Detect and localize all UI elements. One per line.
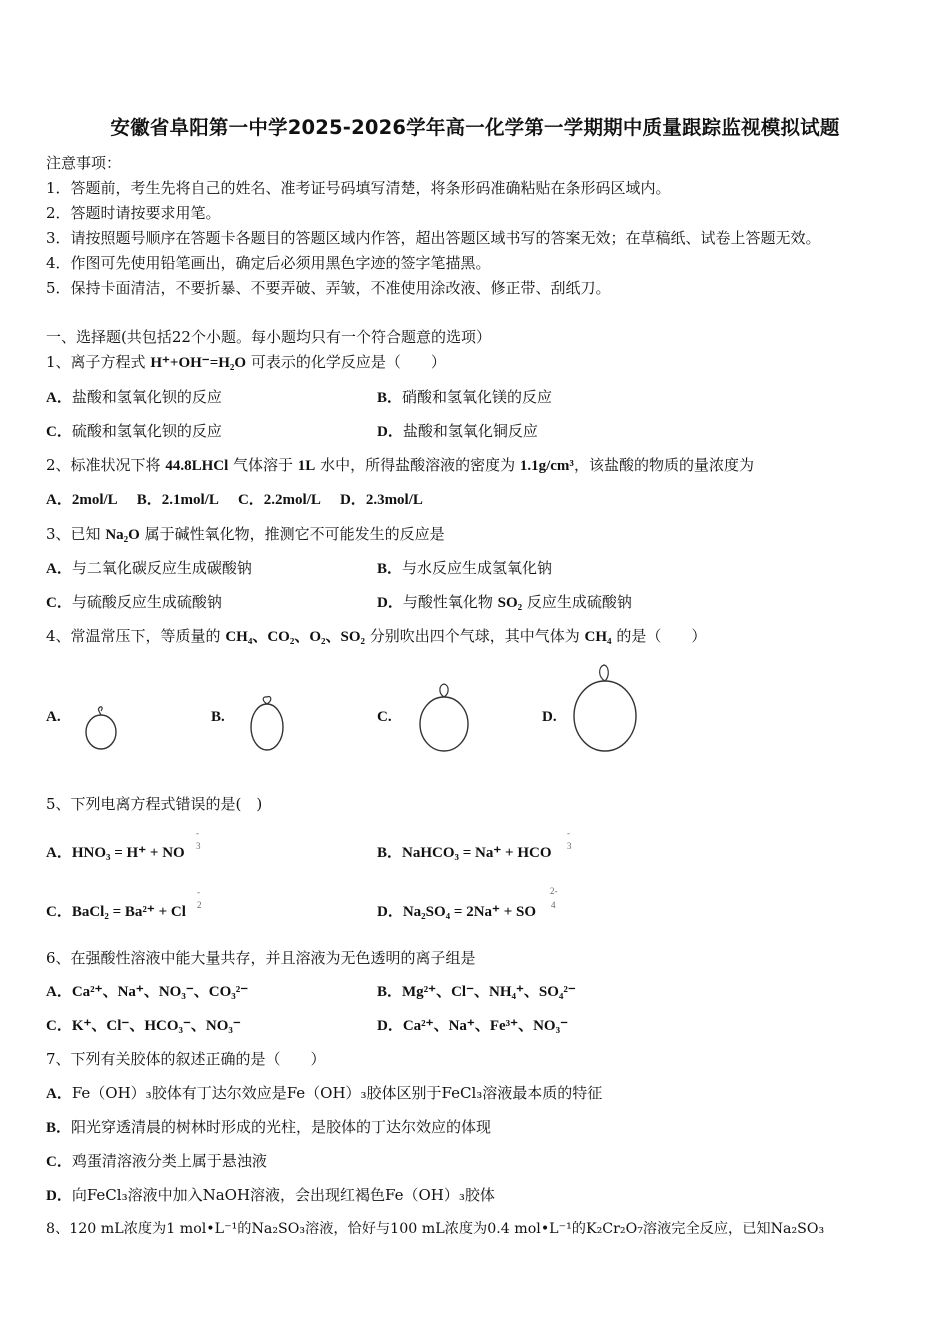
ion-charge: - xyxy=(196,828,199,838)
q3-text: 3、已知 xyxy=(46,525,106,543)
q2-option-c[interactable] xyxy=(238,490,321,508)
option-label: B． xyxy=(377,561,403,577)
q3-option-a[interactable] xyxy=(46,557,252,578)
q4-chem: CH₄ xyxy=(584,629,612,645)
q4-option-a-label[interactable]: A. xyxy=(46,709,61,725)
notice-item: 4．作图可先使用铅笔画出，确定后必须用黑色字迹的签字笔描黑。 xyxy=(46,254,491,272)
balloon-d-icon[interactable] xyxy=(567,662,643,754)
option-label: C． xyxy=(46,1018,72,1034)
option-label: B． xyxy=(377,390,403,406)
question-8-stem: 8、120 mL浓度为1 mol•L⁻¹的Na₂SO₃溶液，恰好与100 mL浓度为0.4 mol•L⁻¹的K₂Cr₂O₇溶液完全反应，已知Na₂SO₃ xyxy=(46,1221,825,1237)
q1-option-b[interactable] xyxy=(377,386,552,407)
balloon-b-icon[interactable] xyxy=(245,692,289,754)
balloon-c-icon[interactable] xyxy=(415,678,473,754)
q2-option-d[interactable] xyxy=(340,490,423,508)
q5-option-a[interactable] xyxy=(46,841,185,862)
option-text: 反应生成硫酸钠 xyxy=(522,593,632,611)
option-equation: NaHCO₃ = Na⁺ + HCO xyxy=(402,845,552,861)
option-label: A． xyxy=(46,390,72,406)
q5-option-c[interactable] xyxy=(46,900,186,921)
q4-option-c-label[interactable]: C. xyxy=(377,709,392,725)
q2-chem: 1L xyxy=(297,458,316,474)
q1-suffix: 可表示的化学反应是（ ） xyxy=(246,353,446,371)
q2-chem: 44.8LHCl xyxy=(165,458,229,474)
q2-text: ，该盐酸的物质的量浓度为 xyxy=(573,456,754,474)
q4-chem: CH₄、CO₂、O₂、SO₂ xyxy=(225,629,365,645)
q3-option-d[interactable] xyxy=(377,591,632,612)
option-label: D． xyxy=(377,904,403,920)
option-text: Mg²⁺、Cl⁻、NH₄⁺、SO₄²⁻ xyxy=(402,984,576,1000)
option-text: 硫酸和氢氧化钡的反应 xyxy=(71,422,222,440)
option-text: 阳光穿透清晨的树林时形成的光柱，是胶体的丁达尔效应的体现 xyxy=(71,1118,492,1136)
q6-option-c[interactable] xyxy=(46,1014,241,1035)
option-text: 鸡蛋清溶液分类上属于悬浊液 xyxy=(71,1152,267,1170)
ion-subscript: 3 xyxy=(567,841,572,851)
option-label: A． xyxy=(46,1086,72,1102)
option-label: C． xyxy=(46,904,72,920)
ion-subscript: 2 xyxy=(197,900,202,910)
q1-option-d[interactable] xyxy=(377,420,538,441)
option-text: Fe（OH）₃胶体有丁达尔效应是Fe（OH）₃胶体区别于FeCl₃溶液最本质的特征 xyxy=(71,1084,603,1102)
q7-option-b[interactable] xyxy=(46,1116,491,1137)
option-text: 向FeCl₃溶液中加入NaOH溶液，会出现红褐色Fe（OH）₃胶体 xyxy=(71,1186,495,1204)
option-text: 盐酸和氢氧化铜反应 xyxy=(402,422,538,440)
option-label: D． xyxy=(46,1188,72,1204)
q1-option-c[interactable] xyxy=(46,420,222,441)
q2-option-b[interactable] xyxy=(137,490,219,508)
option-label: B． xyxy=(377,984,403,1000)
q4-option-d-label[interactable]: D. xyxy=(542,709,557,725)
option-label: C． xyxy=(237,492,264,508)
ion-subscript: 3 xyxy=(196,841,201,851)
q2-text: 水中，所得盐酸溶液的密度为 xyxy=(315,456,520,474)
option-chem: SO₂ xyxy=(497,595,523,611)
option-label: A． xyxy=(46,984,72,1000)
option-text: 2.1mol/L xyxy=(161,492,219,508)
option-text: Ca²⁺、Na⁺、NO₃⁻、CO₃²⁻ xyxy=(71,984,249,1000)
question-3-stem xyxy=(46,523,445,544)
notice-item: 5．保持卡面清洁，不要折暴、不要弄破、弄皱，不准使用涂改液、修正带、刮纸刀。 xyxy=(46,279,611,297)
q2-options xyxy=(46,488,423,509)
option-text: 与水反应生成氢氧化钠 xyxy=(402,559,553,577)
option-equation: Na₂SO₄ = 2Na⁺ + SO xyxy=(402,904,537,920)
option-label: A． xyxy=(46,845,72,861)
page-title: 安徽省阜阳第一中学2025-2026学年高一化学第一学期期中质量跟踪监视模拟试题 xyxy=(110,116,840,139)
q4-text: 4、常温常压下，等质量的 xyxy=(46,627,226,645)
option-label: A． xyxy=(46,561,72,577)
q7-option-a[interactable] xyxy=(46,1082,602,1103)
ion-subscript: 4 xyxy=(551,900,556,910)
q3-option-b[interactable] xyxy=(377,557,552,578)
notice-item: 2．答题时请按要求用笔。 xyxy=(46,204,221,222)
q2-option-a[interactable] xyxy=(46,490,118,508)
option-label: C． xyxy=(46,595,72,611)
q2-text: 气体溶于 xyxy=(228,456,298,474)
option-equation: HNO₃ = H⁺ + NO xyxy=(71,845,185,861)
option-text: 2.3mol/L xyxy=(365,492,423,508)
option-text: K⁺、Cl⁻、HCO₃⁻、NO₃⁻ xyxy=(71,1018,241,1034)
ion-charge: - xyxy=(197,887,200,897)
option-text: 与二氧化碳反应生成碳酸钠 xyxy=(71,559,252,577)
question-2-stem xyxy=(46,454,754,475)
option-label: C． xyxy=(46,1154,72,1170)
option-label: D． xyxy=(339,492,366,508)
q7-option-c[interactable] xyxy=(46,1150,267,1171)
q2-chem: 1.1g/cm³ xyxy=(519,458,574,474)
notice-heading: 注意事项： xyxy=(46,154,122,172)
option-text: 2.2mol/L xyxy=(263,492,321,508)
option-text: 硝酸和氢氧化镁的反应 xyxy=(402,388,553,406)
option-label: C． xyxy=(46,424,72,440)
option-equation: BaCl₂ = Ba²⁺ + Cl xyxy=(71,904,186,920)
q1-prefix: 1、离子方程式 xyxy=(46,353,151,371)
q1-equation: H⁺+OH⁻=H₂O xyxy=(150,355,247,371)
q4-option-b-label[interactable]: B. xyxy=(211,709,225,725)
option-label: A． xyxy=(46,492,72,508)
balloon-a-icon[interactable] xyxy=(80,702,122,754)
question-5-stem: 5、下列电离方程式错误的是( ) xyxy=(46,795,263,813)
option-label: D． xyxy=(377,595,403,611)
q4-text: 的是（ ） xyxy=(611,627,707,645)
q5-option-b[interactable] xyxy=(377,841,552,862)
q4-text: 分别吹出四个气球，其中气体为 xyxy=(365,627,585,645)
option-label: B． xyxy=(46,1120,72,1136)
option-text: 盐酸和氢氧化钡的反应 xyxy=(71,388,222,406)
option-text: Ca²⁺、Na⁺、Fe³⁺、NO₃⁻ xyxy=(402,1018,568,1034)
q5-option-d[interactable] xyxy=(377,900,536,921)
question-4-stem xyxy=(46,625,706,646)
q1-option-a[interactable] xyxy=(46,386,222,407)
option-text: 与酸性氧化物 xyxy=(402,593,498,611)
section-heading: 一、选择题(共包括22个小题。每小题均只有一个符合题意的选项） xyxy=(46,328,491,346)
notice-item: 1．答题前，考生先将自己的姓名、准考证号码填写清楚，将条形码准确粘贴在条形码区域内。 xyxy=(46,179,671,197)
q6-option-a[interactable] xyxy=(46,980,248,1001)
q3-option-c[interactable] xyxy=(46,591,222,612)
notice-item: 3．请按照题号顺序在答题卡各题目的答题区域内作答，超出答题区域书写的答案无效；在草稿纸、试卷上答题无效。 xyxy=(46,229,821,247)
q6-option-d[interactable] xyxy=(377,1014,568,1035)
q7-option-d[interactable] xyxy=(46,1184,495,1205)
option-label: D． xyxy=(377,1018,403,1034)
option-label: B． xyxy=(136,492,162,508)
ion-charge: 2- xyxy=(550,886,558,896)
option-text: 与硫酸反应生成硫酸钠 xyxy=(71,593,222,611)
option-label: B． xyxy=(377,845,403,861)
q2-text: 2、标准状况下将 xyxy=(46,456,166,474)
option-label: D． xyxy=(377,424,403,440)
question-7-stem: 7、下列有关胶体的叙述正确的是（ ） xyxy=(46,1050,326,1068)
ion-charge: - xyxy=(567,828,570,838)
q3-chem: Na₂O xyxy=(105,527,140,543)
q3-text: 属于碱性氧化物，推测它不可能发生的反应是 xyxy=(139,525,445,543)
option-text: 2mol/L xyxy=(71,492,118,508)
q6-option-b[interactable] xyxy=(377,980,576,1001)
question-1-stem xyxy=(46,351,446,372)
question-6-stem: 6、在强酸性溶液中能大量共存，并且溶液为无色透明的离子组是 xyxy=(46,949,476,967)
